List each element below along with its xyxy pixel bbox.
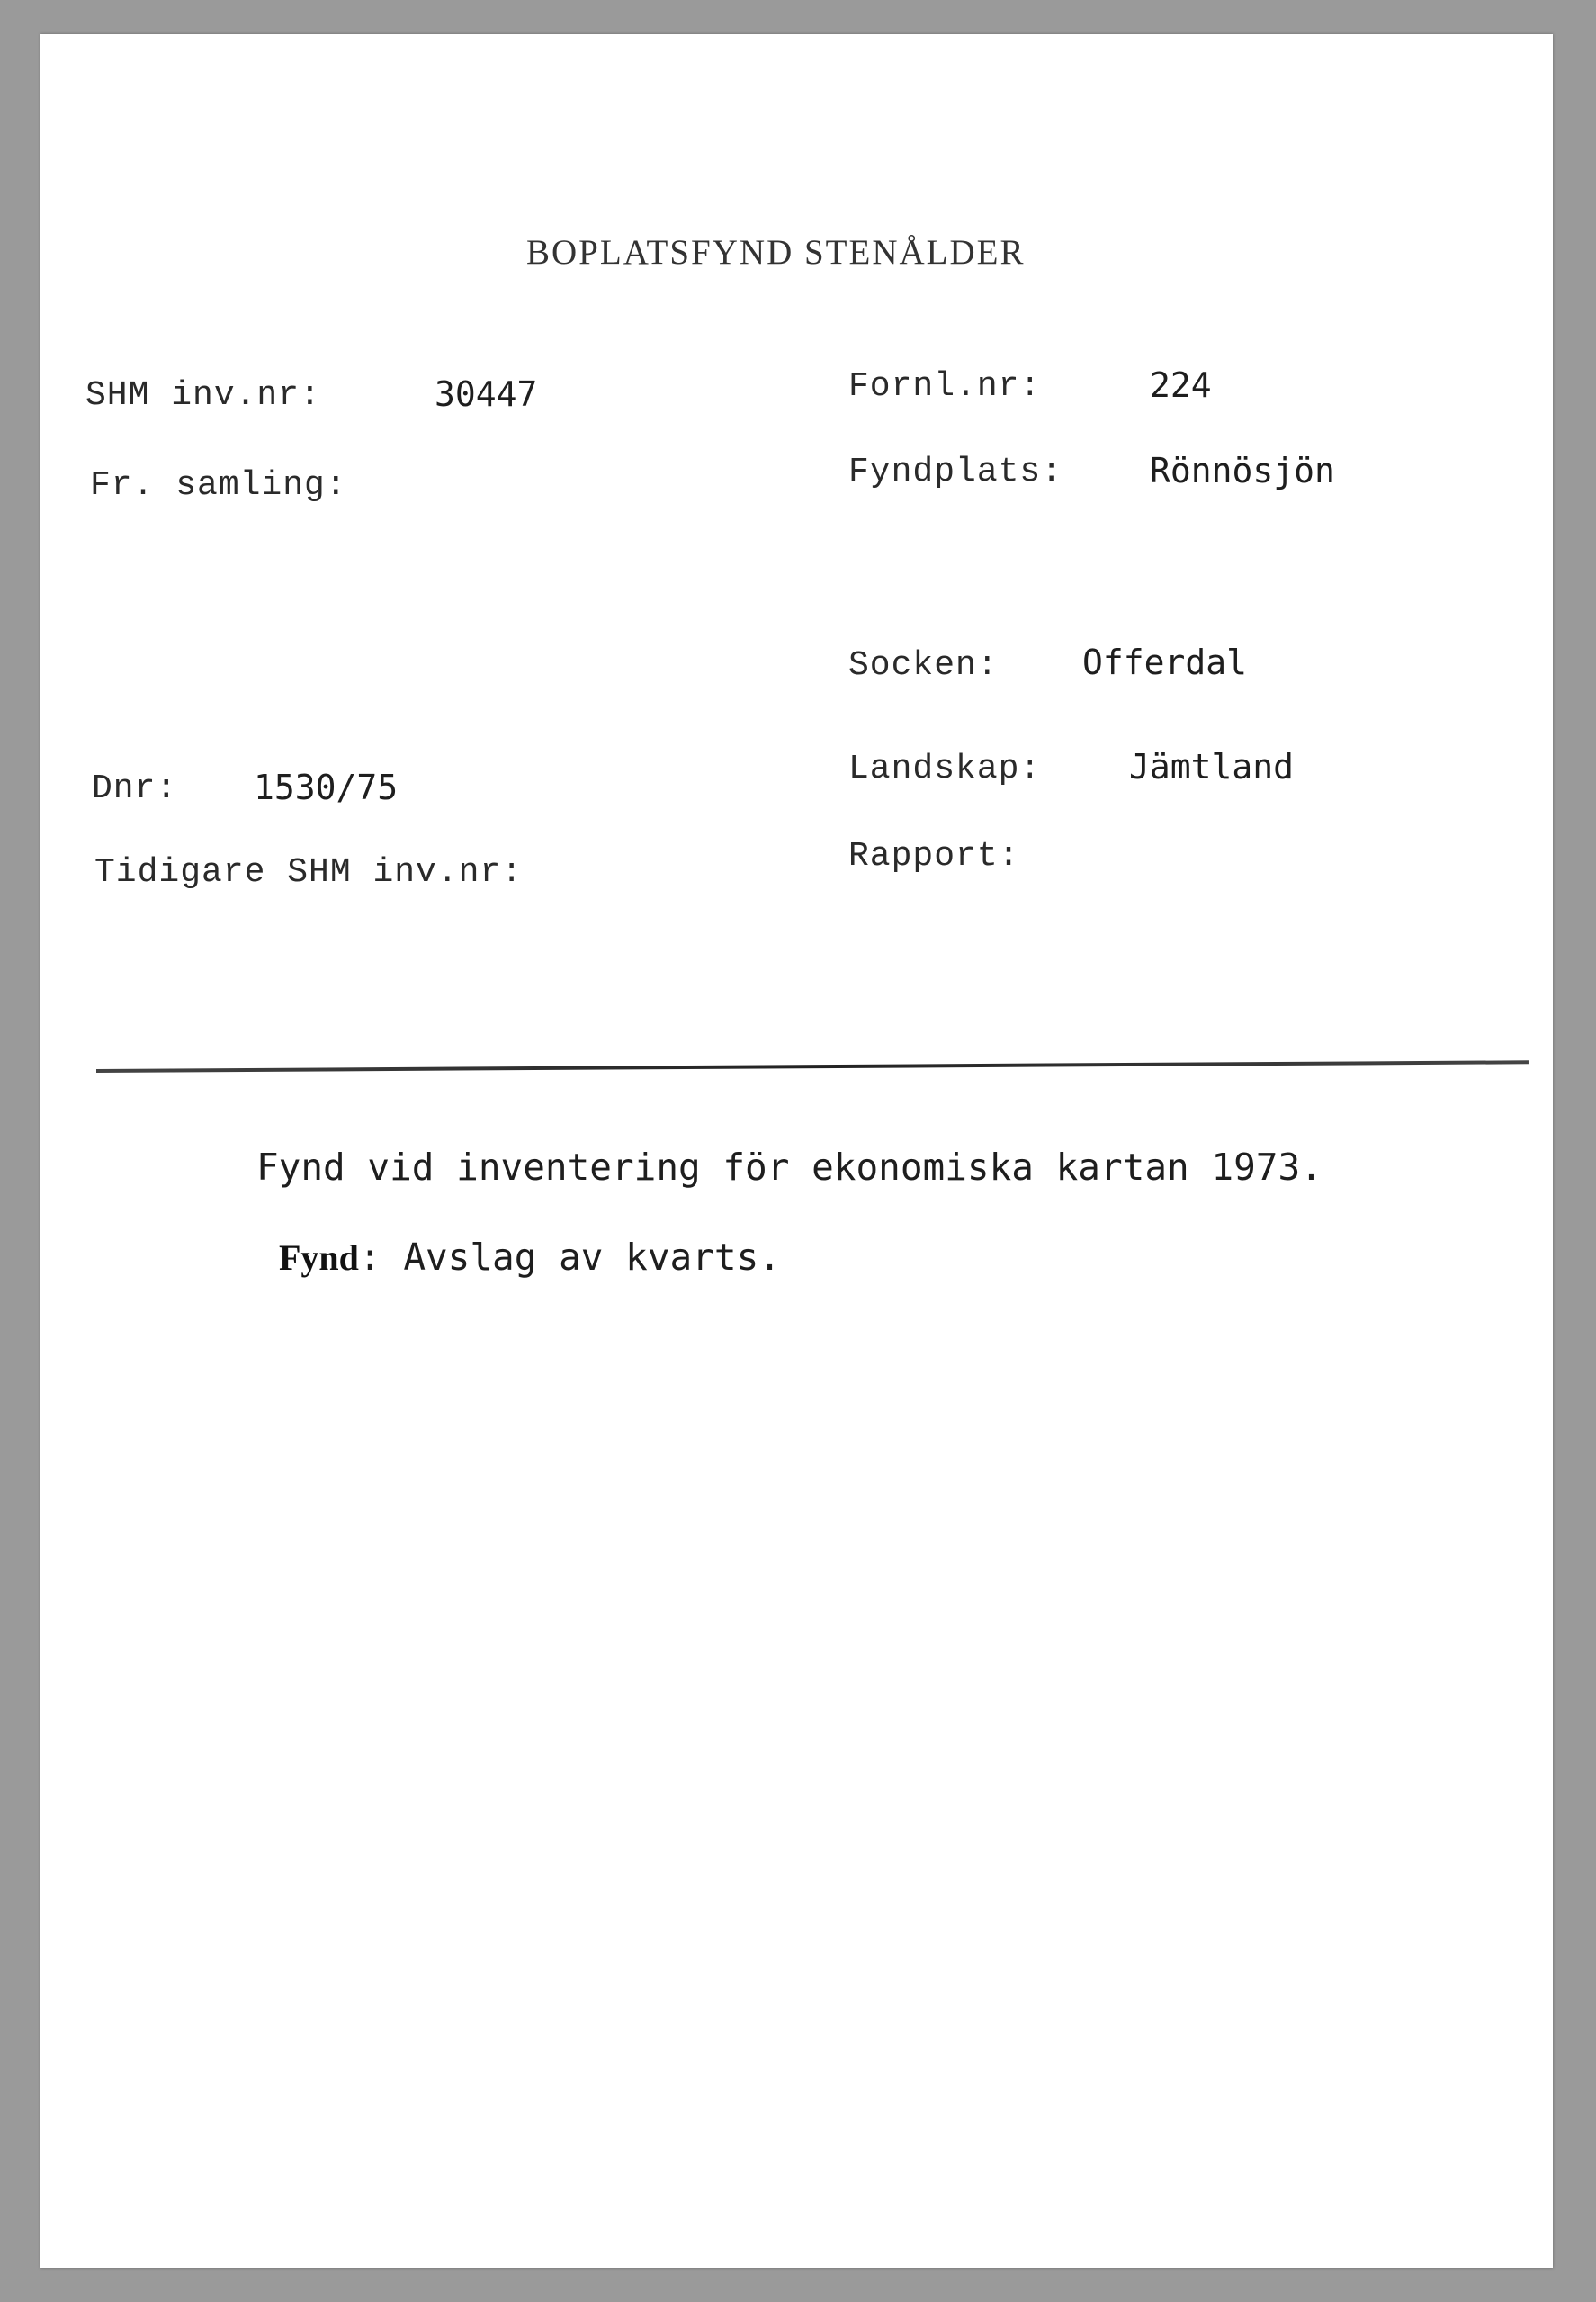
card-title: BOPLATSFYND STENÅLDER [526,233,1026,272]
dnr-value: 1530/75 [254,768,399,807]
landskap-value: Jämtland [1129,747,1295,787]
socken-label: Socken: [848,646,999,685]
catalog-card [40,34,1553,2268]
shm-inv-value: 30447 [435,374,538,414]
fornl-value: 224 [1150,365,1212,405]
fynd-value: Avslag av kvarts. [403,1236,781,1279]
socken-value: Offerdal [1082,643,1248,682]
fynd-separator: : [358,1236,381,1279]
rapport-label: Rapport: [848,837,1020,876]
fyndplats-value: Rönnösjön [1150,451,1335,490]
fynd-label: Fynd [279,1237,359,1278]
fornl-label: Fornl.nr: [848,367,1042,406]
fynd-line [279,1236,781,1279]
fyndplats-label: Fyndplats: [848,453,1063,491]
fr-samling-label: Fr. samling: [90,466,347,505]
inventory-note: Fynd vid inventering för ekonomiska kartan 1973. [256,1146,1323,1189]
tidigare-shm-label: Tidigare SHM inv.nr: [94,853,524,892]
shm-inv-label: SHM inv.nr: [85,376,321,415]
divider-line [96,1060,1529,1073]
landskap-label: Landskap: [848,750,1042,788]
dnr-label: Dnr: [92,769,178,808]
